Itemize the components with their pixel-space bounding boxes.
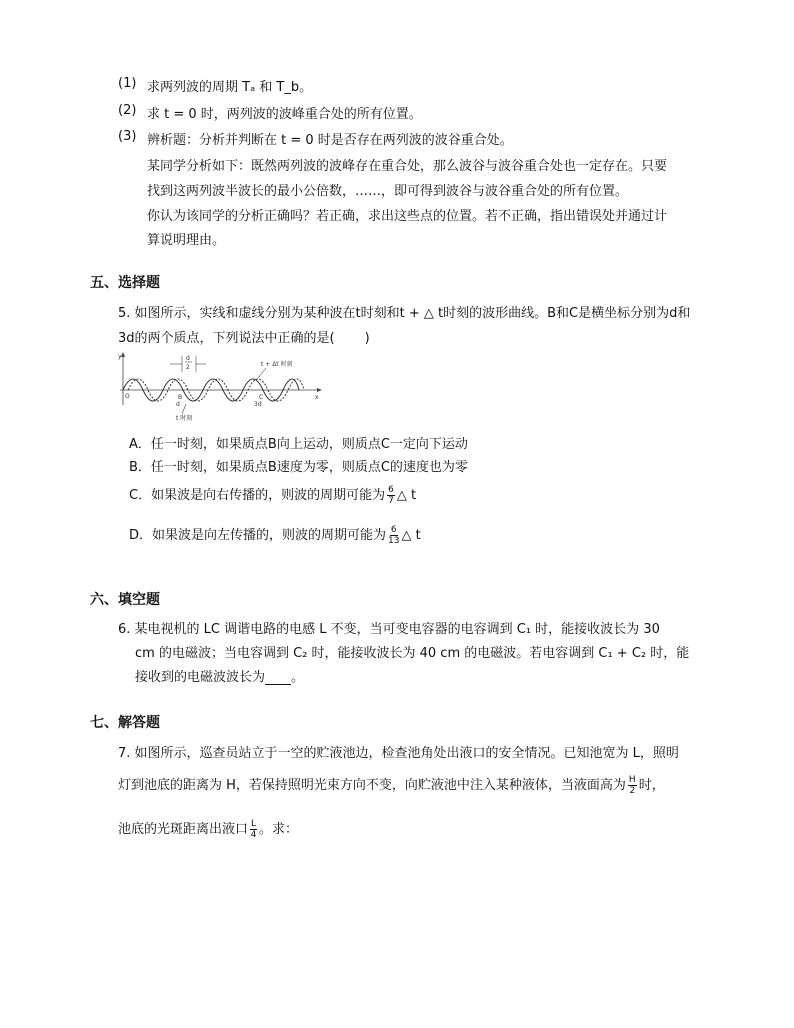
option-text: 任一时刻，如果质点B向上运动，则质点C一定向下运动 <box>150 437 468 452</box>
question-text-part: 时， <box>638 778 665 793</box>
option-a[interactable] <box>129 433 468 452</box>
question-text <box>118 818 298 840</box>
wave-figure <box>116 350 326 425</box>
sub-item-1 <box>118 76 136 91</box>
sub-item-1-text: 求两列波的周期 Tₐ 和 T_b。 <box>147 80 313 95</box>
section-title: 五、选择题 <box>90 275 160 291</box>
analysis-line: 算说明理由。 <box>147 233 226 248</box>
option-text: 如果波是向右传播的，则波的周期可能为 <box>151 488 386 503</box>
question-text <box>118 774 665 796</box>
section-title: 六、填空题 <box>90 592 160 608</box>
tick-d-label: d <box>176 401 180 408</box>
question-paren-close: ) <box>364 331 370 346</box>
fraction-numerator: L <box>251 819 257 829</box>
point-b-label: B <box>178 394 183 401</box>
question-text: cm 的电磁波；当电容调到 C₂ 时，能接收波长为 40 cm 的电磁波。若电容调到 C₁ + C₂ 时，能 <box>135 646 690 661</box>
option-letter: B． <box>129 460 151 475</box>
origin-label: O <box>125 393 130 400</box>
question-text: 6. 某电视机的 LC 调谐电路的电感 L 不变，当可变电容器的电容调到 C₁ 时，能接收波长为 30 <box>118 622 660 637</box>
question-text-part: 池底的光斑距离出液口 <box>118 822 249 837</box>
fraction-numerator: 6 <box>388 485 394 495</box>
fraction-denominator: 4 <box>250 830 257 840</box>
label-pointer <box>258 368 266 378</box>
question-text <box>135 666 304 685</box>
d-frac-num: d <box>186 355 190 362</box>
fraction <box>250 819 257 840</box>
sub-item-3 <box>118 129 136 144</box>
question-text-end: 。 <box>291 670 305 685</box>
x-axis-label: x <box>315 394 319 401</box>
y-axis-arrow <box>121 352 125 357</box>
sub-item-2-text: 求 t = 0 时，两列波的波峰重合处的所有位置。 <box>147 107 422 122</box>
question-text: 5. 如图所示，实线和虚线分别为某种波在t时刻和t + △ t时刻的波形曲线。B和C是横坐标分别为d和 <box>118 306 691 321</box>
question-text-part: 。求： <box>259 822 299 837</box>
option-letter: D． <box>129 528 153 543</box>
answer-blank[interactable] <box>265 672 291 685</box>
question-text-part: 灯到池底的距离为 H，若保持照明光束方向不变，向贮液池中注入某种液体，当液面高为 <box>118 778 626 793</box>
question-text: 7. 如图所示，巡查员站立于一空的贮液池边，检查池角处出液口的安全情况。已知池宽为 L，照明 <box>118 746 679 761</box>
point-c-label: C <box>259 394 264 401</box>
sub-item-3-text: 辨析题：分析并判断在 t = 0 时是否存在两列波的波谷重合处。 <box>147 133 513 148</box>
option-b[interactable] <box>129 456 468 475</box>
option-tail: △ t <box>401 528 421 543</box>
analysis-line: 你认为该同学的分析正确吗？若正确，求出这些点的位置。若不正确，指出错误处并通过计 <box>147 209 668 224</box>
d-frac-den: 2 <box>186 364 190 371</box>
sub-item-number: (3) <box>118 129 137 144</box>
time-t-label: t 时刻 <box>176 415 193 422</box>
fraction-numerator: 6 <box>390 525 397 535</box>
option-letter: A． <box>129 437 151 452</box>
y-axis-label: y <box>118 353 122 360</box>
fraction-numerator: H <box>628 775 636 785</box>
option-text: 任一时刻，如果质点B速度为零，则质点C的速度也为零 <box>150 460 468 475</box>
sub-item-number: (2) <box>118 103 137 118</box>
option-c[interactable] <box>129 484 416 506</box>
question-text <box>118 327 370 346</box>
option-text: 如果波是向左传播的，则波的周期可能为 <box>152 528 387 543</box>
question-text-part: 接收到的电磁波波长为 <box>135 670 266 685</box>
fraction <box>628 775 637 796</box>
sub-item-number: (1) <box>118 76 137 91</box>
option-d[interactable] <box>129 524 421 546</box>
fraction-denominator: 13 <box>388 536 400 546</box>
x-axis-arrow <box>317 388 322 392</box>
fraction-denominator: 7 <box>388 496 394 506</box>
fraction <box>387 485 395 506</box>
analysis-line: 某同学分析如下：既然两列波的波峰存在重合处，那么波谷与波谷重合处也一定存在。只要 <box>147 159 668 174</box>
fraction <box>388 525 399 546</box>
analysis-line: 找到这两列波半波长的最小公倍数，……，即可得到波谷与波谷重合处的所有位置。 <box>147 184 629 199</box>
option-letter: C． <box>129 488 152 503</box>
fraction-denominator: 2 <box>629 786 636 796</box>
tick-3d-label: 3d <box>254 401 262 408</box>
question-text-part: 3d的两个质点，下列说法中正确的是( <box>118 331 335 346</box>
later-time-label: t + Δt 时刻 <box>261 361 293 368</box>
option-tail: △ t <box>396 488 417 503</box>
sub-item-2 <box>118 103 136 118</box>
label-pointer <box>182 404 186 414</box>
section-title: 七、解答题 <box>90 715 160 731</box>
